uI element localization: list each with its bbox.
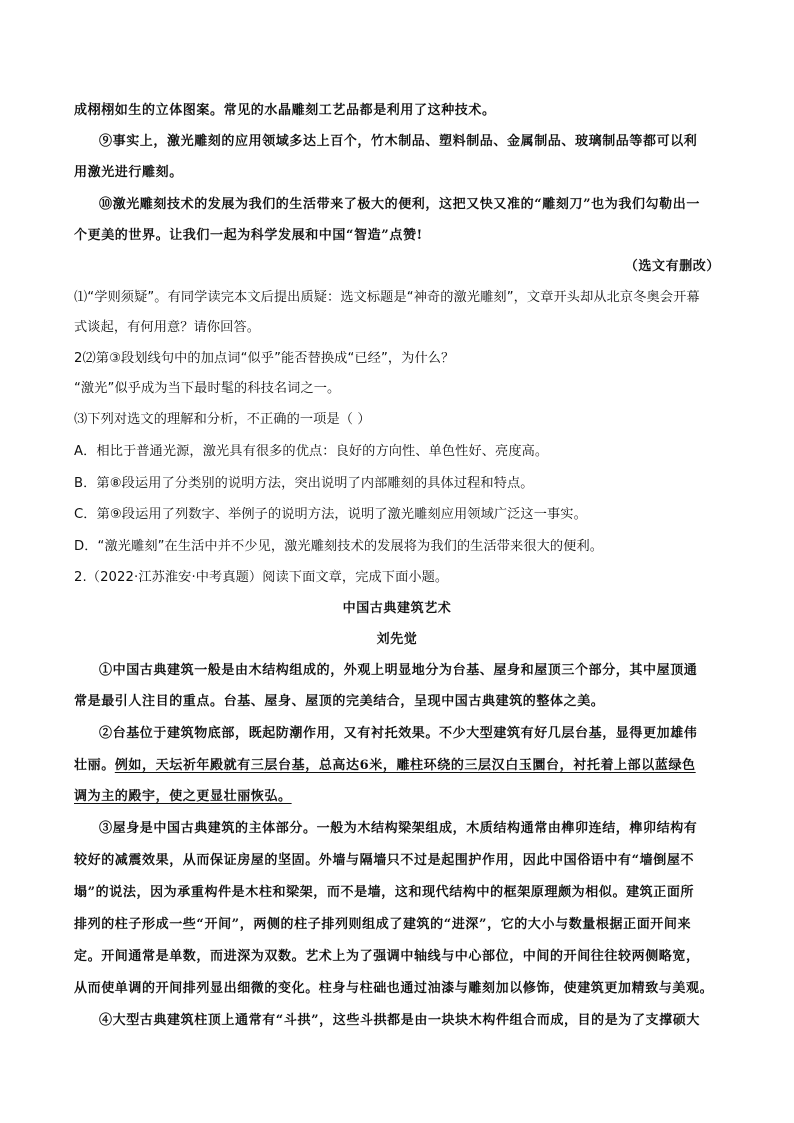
article-paragraph-3-cont: 从而使单调的开间排列显出细微的变化。柱身与柱础也通过油漆与雕刻加以修饰，使建筑更加精致与美观。 bbox=[74, 981, 714, 996]
option-c: C．第⑨段运用了列数字、举例子的说明方法，说明了激光雕刻应用领域广泛这一事实。 bbox=[74, 507, 587, 522]
article-paragraph-3-cont: 塌”的说法，因为承重构件是木柱和梁架，而不是墙，这和现代结构中的框架原理颇为相似。建筑正面所 bbox=[74, 885, 695, 900]
article-paragraph-3-cont: 较好的减震效果，从而保证房屋的坚固。外墙与隔墙只不过是起围护作用，因此中国俗语中有“墙倒屋不 bbox=[74, 853, 695, 868]
article-paragraph-2-cont bbox=[74, 756, 696, 776]
article-title: 中国古典建筑艺术 bbox=[342, 601, 452, 616]
question-2-quote: “激光”似乎成为当下最时髦的科技名词之一。 bbox=[74, 381, 341, 396]
passage1-paragraph-9: ⑨事实上，激光雕刻的应用领域多达上百个，竹木制品、塑料制品、金属制品、玻璃制品等都可以利 bbox=[99, 134, 698, 149]
article-paragraph-2: ②台基位于建筑物底部，既起防潮作用，又有衬托效果。不少大型建筑有好几层台基，显得更加雄伟 bbox=[99, 726, 698, 741]
article-paragraph-3-cont: 排列的柱子形成一些“开间”，两侧的柱子排列则组成了建筑的“进深”，它的大小与数量根据正面开间来 bbox=[74, 917, 692, 932]
article-paragraph-3-cont: 定。开间通常是单数，而进深为双数。艺术上为了强调中轴线与中心部位，中间的开间往往较两侧略宽， bbox=[74, 949, 700, 964]
article-author: 刘先觉 bbox=[376, 632, 418, 647]
article-paragraph-1: ①中国古典建筑一般是由木结构组成的，外观上明显地分为台基、屋身和屋顶三个部分，其中屋顶通 bbox=[99, 663, 698, 678]
passage1-line: 用激光进行雕刻。 bbox=[74, 165, 183, 180]
plain-text: 壮丽。 bbox=[74, 758, 115, 773]
question-1-cont: 式谈起，有何用意？请你回答。 bbox=[74, 320, 261, 335]
passage1-line: 个更美的世界。让我们一起为科学发展和中国“智造”点赞! bbox=[74, 228, 423, 243]
question-1: ⑴“学则须疑”。有同学读完本文后提出质疑：选文标题是“神奇的激光雕刻”，文章开头却从北京冬奥会开幕 bbox=[74, 290, 700, 305]
problem-2-header: 2.（2022·江苏淮安·中考真题）阅读下面文章，完成下面小题。 bbox=[74, 570, 449, 585]
article-paragraph-1-cont: 常是最引人注目的重点。台基、屋身、屋顶的完美结合，呈现中国古典建筑的整体之美。 bbox=[74, 694, 605, 709]
question-3: ⑶下列对选文的理解和分析，不正确的一项是（ ） bbox=[74, 412, 371, 427]
passage1-paragraph-10: ⑩激光雕刻技术的发展为我们的生活带来了极大的便利，这把又快又准的“雕刻刀”也为我们勾勒出一 bbox=[99, 197, 700, 212]
option-b: B．第⑧段运用了分类别的说明方法，突出说明了内部雕刻的具体过程和特点。 bbox=[74, 476, 534, 491]
option-a: A．相比于普通光源，激光具有很多的优点：良好的方向性、单色性好、亮度高。 bbox=[74, 444, 549, 459]
source-note: （选文有删改） bbox=[624, 259, 720, 274]
underlined-sentence: 例如，天坛祈年殿就有三层台基，总高达6米，雕柱环绕的三层汉白玉圜台，衬托着上部以蓝绿色 bbox=[114, 758, 696, 773]
underlined-sentence-cont: 调为主的殿宇，使之更显壮丽恢弘。 bbox=[74, 789, 292, 804]
option-d: D．“激光雕刻”在生活中并不少见，激光雕刻技术的发展将为我们的生活带来很大的便利。 bbox=[74, 539, 604, 554]
article-paragraph-4: ④大型古典建筑柱顶上通常有“斗拱”，这些斗拱都是由一块块木构件组合而成，目的是为了支撑硕大 bbox=[99, 1013, 700, 1028]
question-2: 2⑵第③段划线句中的加点词“似乎”能否替换成“已经”，为什么？ bbox=[74, 351, 455, 366]
passage1-line: 成栩栩如生的立体图案。常见的水晶雕刻工艺品都是利用了这种技术。 bbox=[74, 103, 496, 118]
article-paragraph-3: ③屋身是中国古典建筑的主体部分。一般为木结构梁架组成，木质结构通常由榫卯连结，榫卯结构有 bbox=[99, 821, 698, 836]
